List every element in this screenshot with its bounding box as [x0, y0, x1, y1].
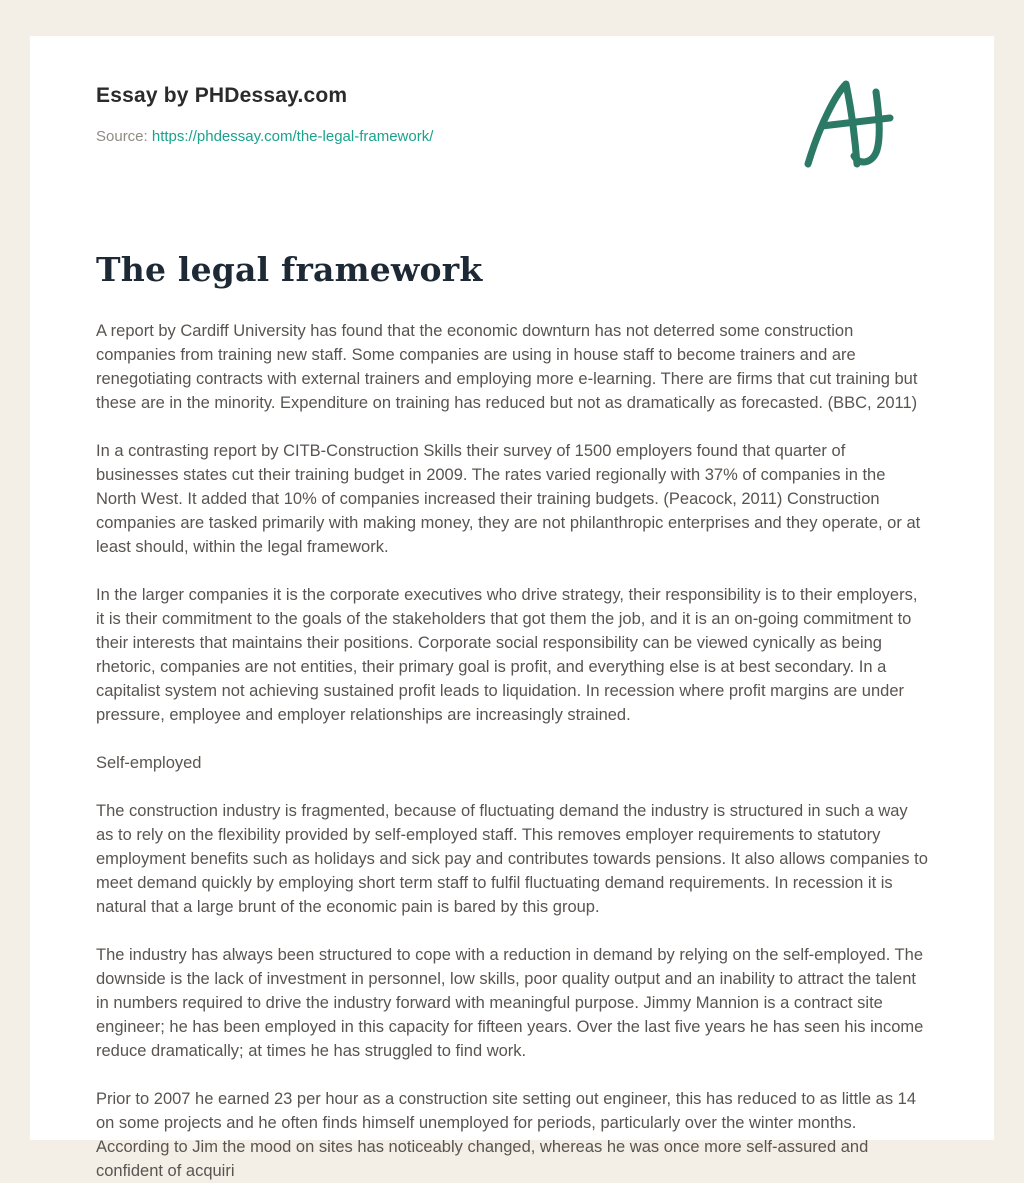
- paragraph-1: A report by Cardiff University has found that the economic downturn has not deterred some construction companies from training new staff. Some companies are using in house staff to become trainers and are renegotiating contracts with external trainers and employing more e-learning. There are firms that cut training but these are in the minority. Expenditure on training has reduced but not as dramatically as forecasted. (BBC, 2011): [96, 322, 918, 412]
- essay-byline: Essay by PHDessay.com: [96, 84, 348, 107]
- paragraph-3: In the larger companies it is the corporate executives who drive strategy, their responsibility is to their employers, it is their commitment to the goals of the stakeholders that got them the job, and it is an on-going commitment to their interests that maintains their positions. Corporate social responsibility can be viewed cynically as being rhetoric, companies are not entities, their primary goal is profit, and everything else is at best secondary. In a capitalist system not achieving sustained profit leads to liquidation. In recession where profit margins are under pressure, employee and employer relationships are increasingly strained.: [96, 586, 918, 724]
- source-line: [96, 128, 433, 145]
- paragraph-5: The industry has always been structured to cope with a reduction in demand by relying on the self-employed. The downside is the lack of investment in personnel, low skills, poor quality output and an inability to attract the talent in numbers required to drive the industry forward with meaningful purpose. Jimmy Mannion is a contract site engineer; he has been employed in this capacity for fifteen years. Over the last five years he has seen his income reduce dramatically; at times he has struggled to find work.: [96, 946, 924, 1060]
- page-header: [96, 76, 928, 172]
- header-text-block: [96, 76, 433, 145]
- essay-body: [96, 319, 928, 1183]
- paragraph-6: Prior to 2007 he earned 23 per hour as a construction site setting out engineer, this has reduced to as little as 14 on some projects and he often finds himself unemployed for periods, particularly over the winter months. According to Jim the mood on sites has noticeably changed, whereas he was once more self-assured and confident of acquiri: [96, 1090, 917, 1180]
- paragraph-2: In a contrasting report by CITB-Construction Skills their survey of 1500 employers found that quarter of businesses states cut their training budget in 2009. The rates varied regionally with 37% of companies in the North West. It added that 10% of companies increased their training budgets. (Peacock, 2011) Construction companies are tasked primarily with making money, they are not philanthropic enterprises and they operate, or at least should, within the legal framework.: [96, 442, 921, 556]
- page-title: The legal framework: [96, 250, 483, 289]
- essay-card: [30, 36, 994, 1180]
- phdessay-a-plus-logo-icon: [794, 76, 904, 172]
- source-label: Source:: [96, 128, 148, 145]
- paragraph-4: The construction industry is fragmented, because of fluctuating demand the industry is structured in such a way as to rely on the flexibility provided by self-employed staff. This removes employer requirements to statutory employment benefits such as holidays and sick pay and contributes towards pensions. It also allows companies to meet demand quickly by employing short term staff to fulfil fluctuating demand requirements. In recession it is natural that a large brunt of the economic pain is bared by this group.: [96, 802, 928, 916]
- subheading-self-employed: Self-employed: [96, 754, 202, 772]
- source-url-link[interactable]: https://phdessay.com/the-legal-framework/: [151, 128, 434, 145]
